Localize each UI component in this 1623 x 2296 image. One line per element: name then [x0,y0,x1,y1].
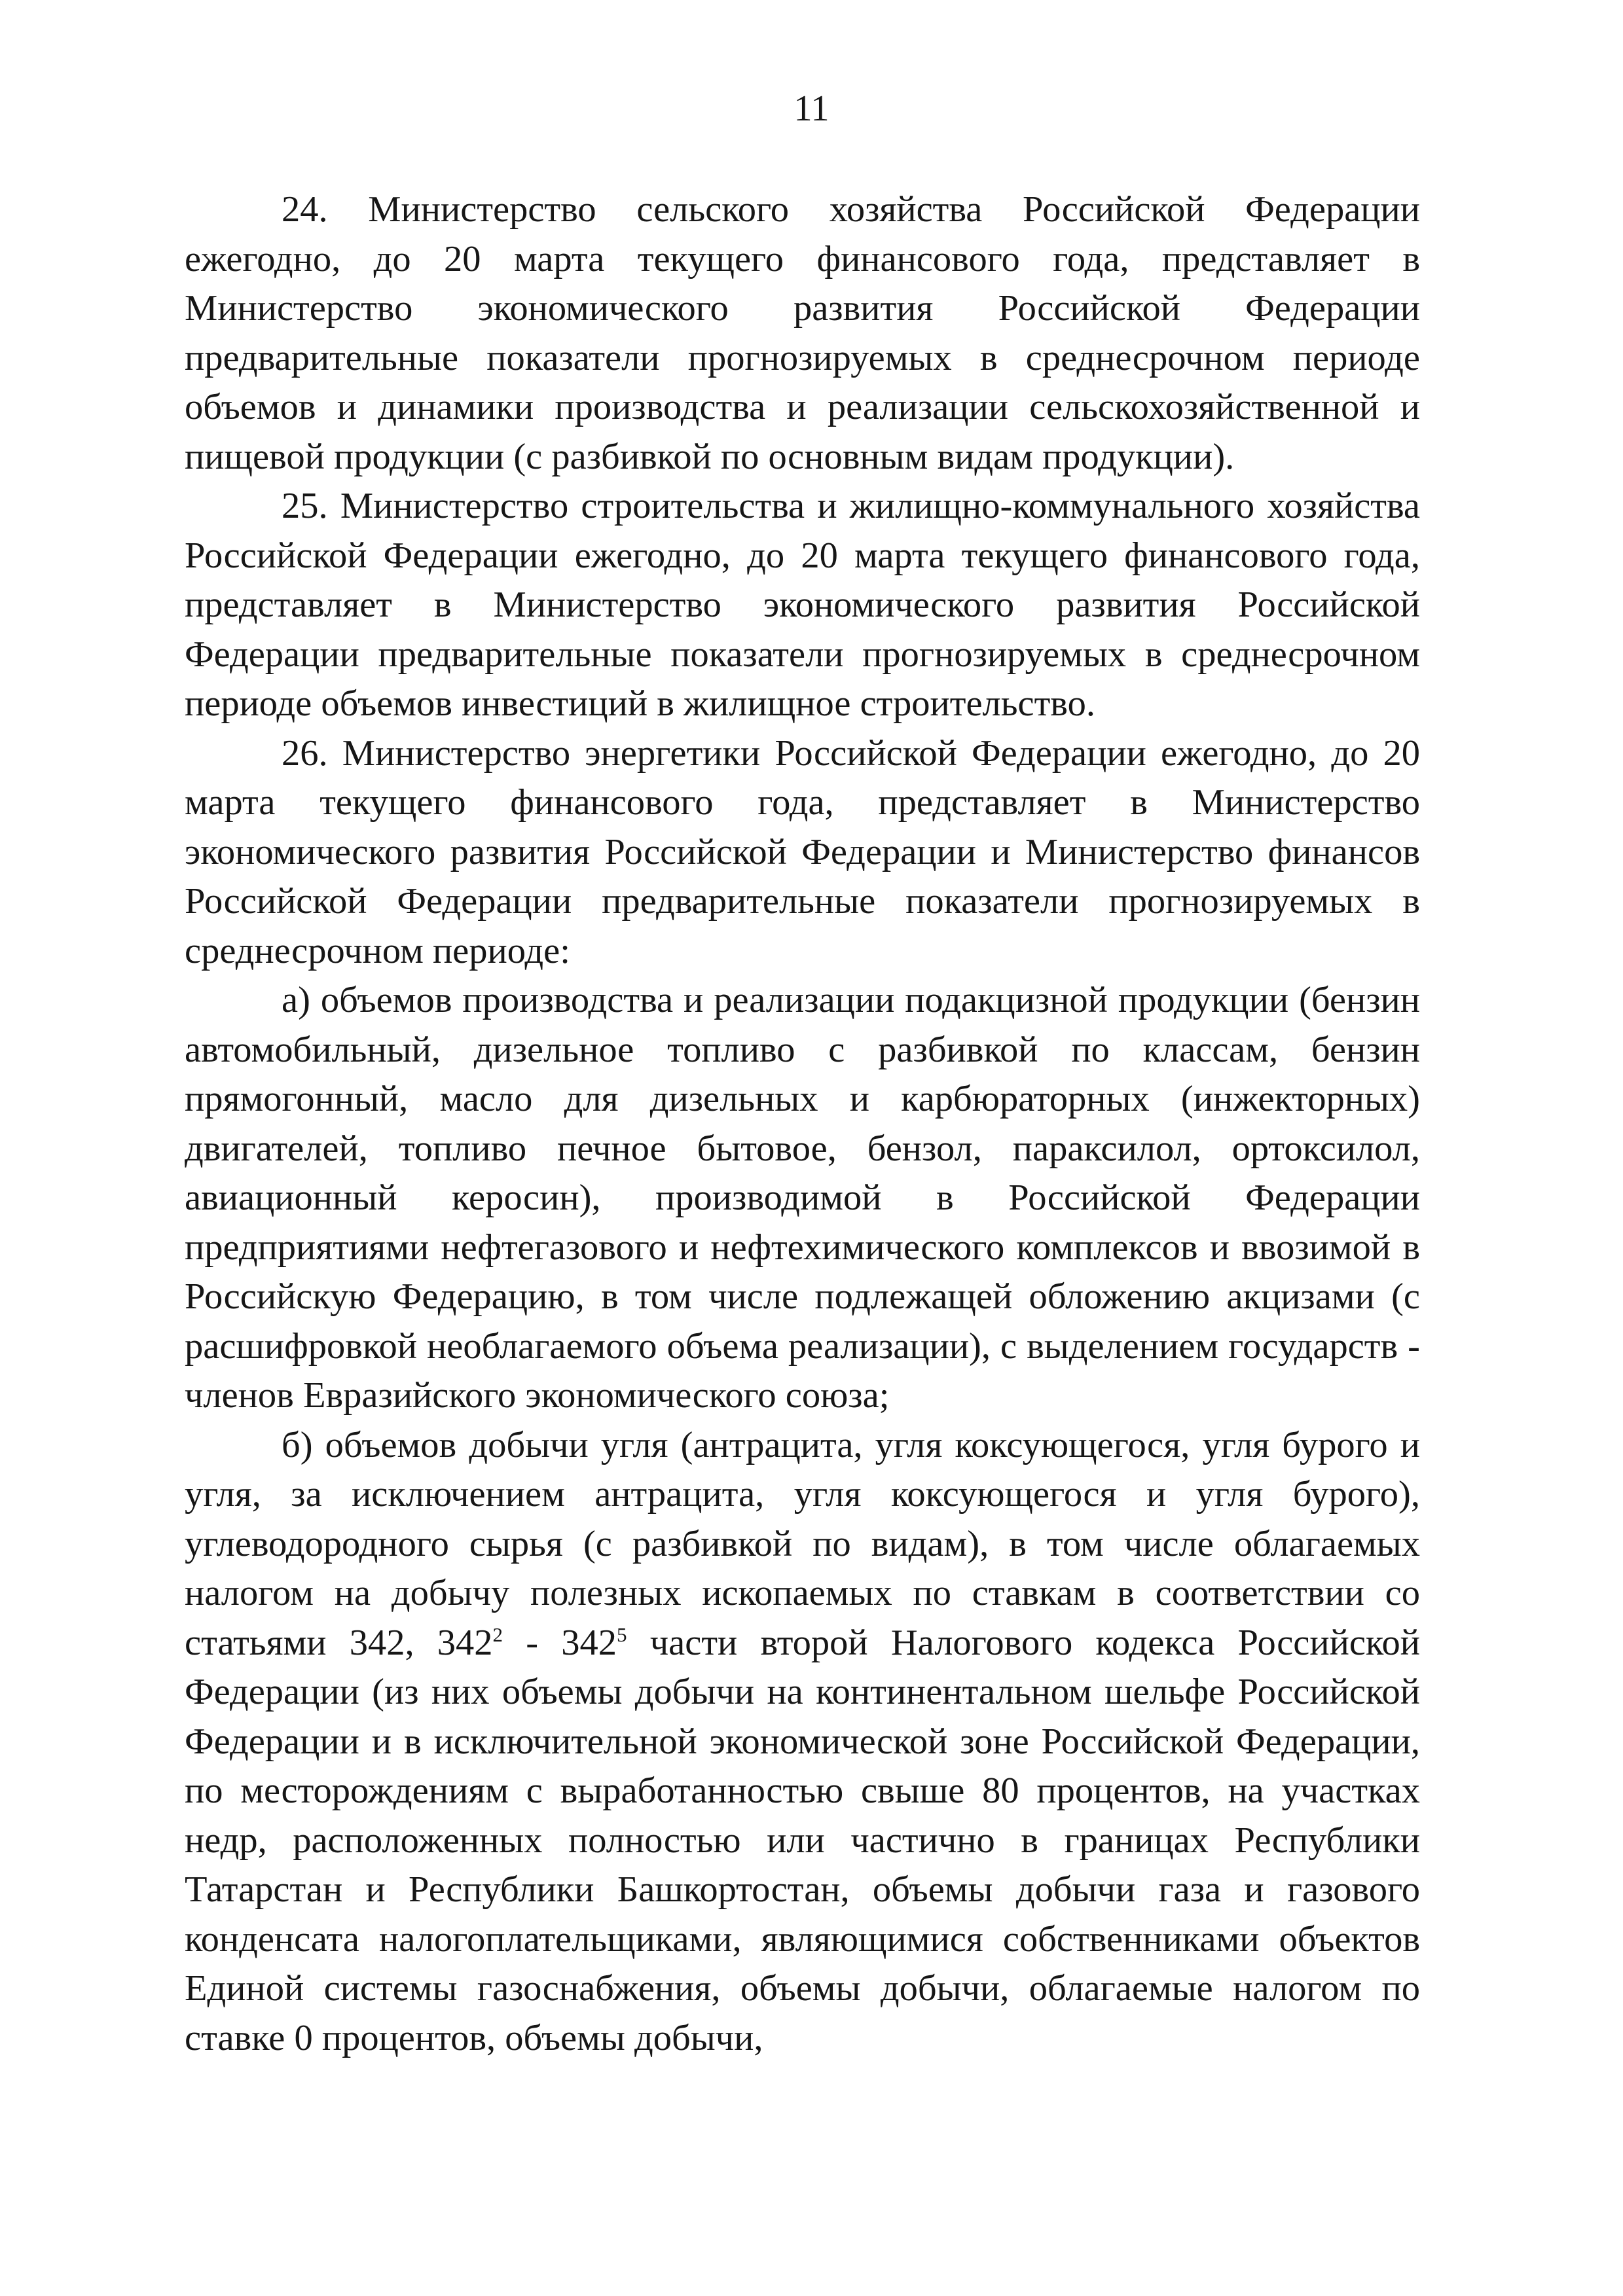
paragraph-26-b [185,1421,1420,2064]
page-number: 11 [793,88,830,129]
paragraph-26: 26. Министерство энергетики Российской Федерации ежегодно, до 20 марта текущего финансового года, представляет в Министерство экономического развития Российской Федерации и Министерство финансов Российской Федерации предварительные показатели прогнозируемых в среднесрочном периоде: [185,732,1420,971]
paragraph-25: 25. Министерство строительства и жилищно-коммунального хозяйства Российской Федерации ежегодно, до 20 марта текущего финансового года, представляет в Министерство экономического развития Российской Федерации предварительные показатели прогнозируемых в среднесрочном периоде объемов инвестиций в жилищное строительство. [185,486,1420,724]
paragraph-26-b-text-3: части второй Налогового кодекса Российской Федерации (из них объемы добычи на континентальном шельфе Российской Федерации и в исключительной экономической зоне Российской Федерации, по месторождениям с выработанностью свыше 80 процентов, на участках недр, расположенных полностью или частично в границах Республики Татарстан и Республики Башкортостан, объемы добычи газа и газового конденсата налогоплательщиками, являющимися собственниками объектов Единой системы газоснабжения, объемы добычи, облагаемые налогом по ставке 0 процентов, объемы добычи, [185,1622,1420,2058]
superscript-5: 5 [617,1623,627,1646]
superscript-2: 2 [492,1623,503,1646]
paragraph-26-b-text-1: б) объемов добычи угля (антрацита, угля коксующегося, угля бурого и угля, за исключением антрацита, угля коксующегося и угля бурого), углеводородного сырья (с разбивкой по видам), в том числе облагаемых налогом на добычу полезных ископаемых по ставкам в соответствии со статьями 342, 342 [185,1424,1420,1663]
paragraph-24: 24. Министерство сельского хозяйства Российской Федерации ежегодно, до 20 марта текущего финансового года, представляет в Министерство экономического развития Российской Федерации предварительные показатели прогнозируемых в среднесрочном периоде объемов и динамики производства и реализации сельскохозяйственной и пищевой продукции (с разбивкой по основным видам продукции). [185,189,1420,477]
paragraph-26-a: а) объемов производства и реализации подакцизной продукции (бензин автомобильный, дизельное топливо с разбивкой по классам, бензин прямогонный, масло для дизельных и карбюраторных (инжекторных) двигателей, топливо печное бытовое, бензол, параксилол, ортоксилол, авиационный керосин), производимой в Российской Федерации предприятиями нефтегазового и нефтехимического комплексов и ввозимой в Российскую Федерацию, в том числе подлежащей обложению акцизами (с расшифровкой необлагаемого объема реализации), с выделением государств - членов Евразийского экономического союза; [185,980,1420,1416]
document-body [185,185,1420,2063]
paragraph-26-b-text-2: - 342 [503,1622,617,1663]
